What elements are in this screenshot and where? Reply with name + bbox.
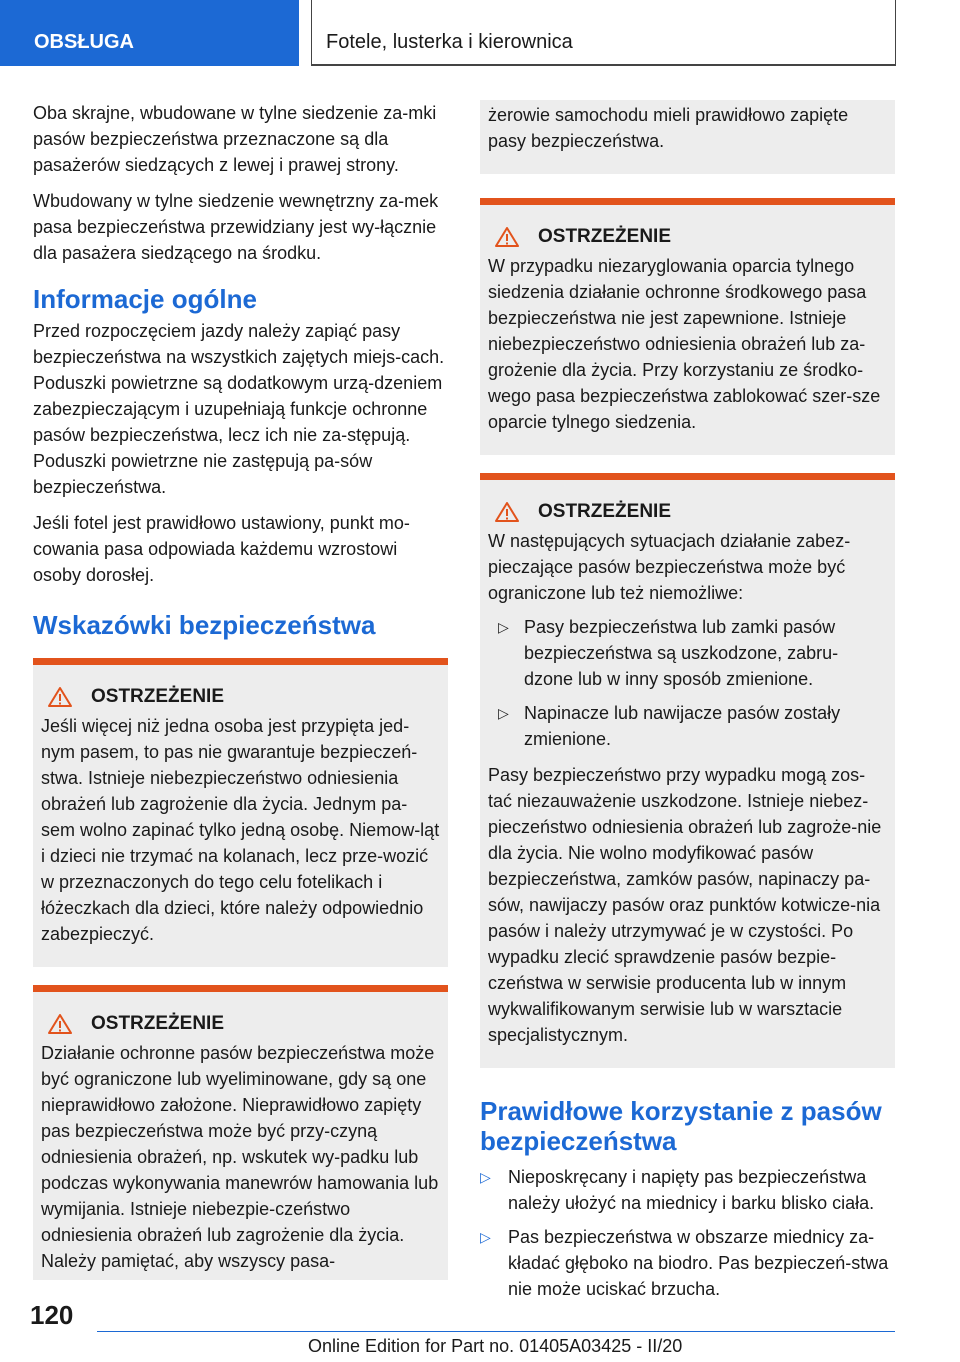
right-column xyxy=(480,100,895,1312)
warning-title xyxy=(41,1012,440,1036)
heading-general-info: Informacje ogólne xyxy=(33,284,257,314)
footer-edition: Online Edition for Part no. 01405A03425 - II/20 xyxy=(308,1336,683,1356)
warning-triangle-icon xyxy=(47,686,73,708)
warning-triangle-icon xyxy=(47,1013,73,1035)
bullet-triangle-icon: ▷ xyxy=(498,705,509,721)
section-tab: OBSŁUGA xyxy=(0,0,299,66)
footer-divider xyxy=(97,1331,895,1332)
warning-triangle-icon xyxy=(494,501,520,523)
heading-safety-notes: Wskazówki bezpieczeństwa xyxy=(33,610,376,640)
list-item xyxy=(480,1164,895,1216)
list-item xyxy=(488,700,887,752)
list-item xyxy=(488,614,887,692)
paragraph-center-buckle: Wbudowany w tylne siedzenie wewnętrzny za-mek pasa bezpieczeństwa przewidziany jest wy-łącznie dla pasażera siedzącego na środku. xyxy=(33,191,439,263)
list-item-text: Pasy bezpieczeństwa lub zamki pasów bezpieczeństwa są uszkodzone, zabru-dzone lub w inny sposób zmienione. xyxy=(524,617,839,689)
warning-title-text: OSTRZEŻENIE xyxy=(91,686,225,707)
correct-use-list xyxy=(480,1164,895,1302)
bullet-triangle-icon: ▷ xyxy=(498,619,509,635)
chapter-title: Fotele, lusterka i kierownica xyxy=(311,0,896,66)
warning-box-continuation xyxy=(480,100,895,174)
warning-text-secondary: Pasy bezpieczeństwo przy wypadku mogą zos-tać niezauważenie uszkodzone. Istnieje niebez-pieczeństwo odniesienia obrażeń lub zagroże-nie dla życia. Nie wolno modyfikować pasów bezpieczeństwa, zamków pasów, napinaczy pa-sów, nawijaczy pasów oraz punktów kotwicze-nia pasów i należy utrzymywać je w czystości. Po wypadku zlecić sprawdzenie pasów bezpie-czeństwa w serwisie producenta lub w innym wykwalifikowanym serwisie lub w warsztacie specjalistycznym. xyxy=(488,765,882,1045)
warning-text: Jeśli więcej niż jedna osoba jest przypięta jed-nym pasem, to pas nie gwarantuje bezpieczeń-stwa. Istnieje niebezpieczeństwo odniesienia obrażeń lub zagrożenie dla życia. Jednym pa-sem wolno zapinać tylko jedną osobę. Niemow-ląt i dzieci nie trzymać na kolanach, lecz prze-wozić w przeznaczonych do tego celu fotelikach i łóżeczkach dla dzieci, które należy odpowiednio zabezpieczyć. xyxy=(41,716,440,944)
warning-title xyxy=(41,685,440,709)
warning-title-text: OSTRZEŻENIE xyxy=(91,1013,225,1034)
left-column xyxy=(33,100,448,1280)
warning-text-continued: żerowie samochodu mieli prawidłowo zapięte pasy bezpieczeństwa. xyxy=(488,105,849,151)
warning-text: W następujących sytuacjach działanie zabez-pieczające pasów bezpieczeństwa może być ograniczone lub też niemożliwe: xyxy=(488,531,851,603)
list-item-text: Napinacze lub nawijacze pasów zostały zmienione. xyxy=(524,703,841,749)
list-item-text: Pas bezpieczeństwa w obszarze miednicy za-kładać głęboko na biodro. Pas bezpieczeń-stwa nie może uciskać brzucha. xyxy=(508,1227,889,1299)
list-item-text: Nieposkręcany i napięty pas bezpieczeństwa należy ułożyć na miednicy i barku blisko ciała. xyxy=(508,1167,875,1213)
heading-correct-use: Prawidłowe korzystanie z pasów bezpieczeństwa xyxy=(480,1096,882,1156)
warning-box-rear-backrest xyxy=(480,198,895,455)
warning-title-text: OSTRZEŻENIE xyxy=(538,501,672,522)
warning-triangle-icon xyxy=(494,226,520,248)
paragraph-outer-buckles: Oba skrajne, wbudowane w tylne siedzenie za-mki pasów bezpieczeństwa przeznaczone są dla pasażerów siedzących z lewej i prawej strony. xyxy=(33,103,437,175)
page-header xyxy=(0,0,960,66)
warning-box-incorrect-wear xyxy=(33,985,448,1280)
bullet-triangle-icon: ▷ xyxy=(480,1229,491,1245)
bullet-triangle-icon: ▷ xyxy=(480,1169,491,1185)
warning-text: Działanie ochronne pasów bezpieczeństwa może być ograniczone lub wyeliminowane, gdy są one nieprawidłowo założone. Nieprawidłowo zapięty pas bezpieczeństwa może być przy-czyną odniesienia obrażeń, np. wskutek wy-padku lub podczas wykonywania manewrów hamowania lub wymijania. Istnieje niebezpie-czeństwo odniesienia obrażeń lub zagrożenie dla życia. Należy pamiętać, aby wszyscy pasa- xyxy=(41,1043,439,1271)
warning-title-text: OSTRZEŻENIE xyxy=(538,226,672,247)
warning-box-limited-protection xyxy=(480,473,895,1068)
warning-bullet-list xyxy=(488,614,887,752)
warning-text: W przypadku niezaryglowania oparcia tylnego siedzenia działanie ochronne środkowego pasa bezpieczeństwa nie jest zapewnione. Istnieje niebezpieczeństwo odniesienia obrażeń lub za-grożenie dla życia. Przy korzystaniu ze środko-wego pasa bezpieczeństwa zablokować szer-sze oparcie tylnego siedzenia. xyxy=(488,256,881,432)
paragraph-seat-adjustment: Jeśli fotel jest prawidłowo ustawiony, punkt mo-cowania pasa odpowiada każdemu wzrostowi osoby dorosłej. xyxy=(33,513,410,585)
paragraph-general-info: Przed rozpoczęciem jazdy należy zapiąć pasy bezpieczeństwa na wszystkich zajętych miejs-cach. Poduszki powietrzne są dodatkowym urzą-dzeniem zabezpieczającym i uzupełniają funkcje ochronne pasów bezpieczeństwa, lecz ich nie za-stępują. Poduszki powietrzne nie zastępują pa-sów bezpieczeństwa. xyxy=(33,321,445,497)
page-number: 120 xyxy=(30,1300,74,1330)
warning-title xyxy=(488,225,887,249)
warning-box-one-person xyxy=(33,658,448,967)
warning-title xyxy=(488,500,887,524)
list-item xyxy=(480,1224,895,1302)
